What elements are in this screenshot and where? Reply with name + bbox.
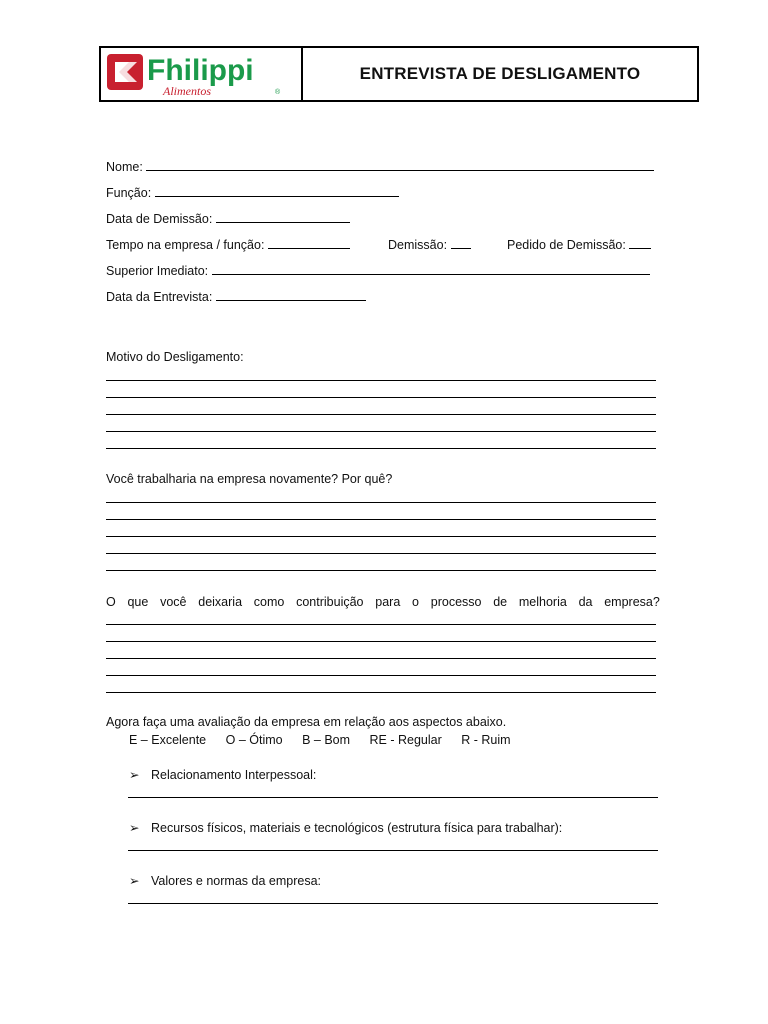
arrow-bullet-icon: ➢ [129,768,140,782]
label-funcao: Função: [106,186,152,200]
eval-item-relacionamento [129,767,316,783]
answer-line[interactable] [106,414,656,415]
word: para [375,595,401,609]
input-data-demissao[interactable] [216,210,350,223]
word: melhoria [518,595,567,609]
field-tempo [106,236,350,253]
input-funcao[interactable] [155,184,399,197]
word: da [578,595,593,609]
label-data-entrevista: Data da Entrevista: [106,290,213,304]
answer-line[interactable] [106,692,656,693]
form-header [99,46,699,102]
form-title: ENTREVISTA DE DESLIGAMENTO [359,64,641,83]
answer-line[interactable] [106,431,656,432]
word: você [160,595,187,609]
eval-item-recursos [129,820,562,836]
brand-sub: Alimentos [163,84,211,98]
field-superior [106,262,650,279]
label-pedido: Pedido de Demissão: [507,238,626,252]
answer-line[interactable] [106,553,656,554]
input-nome[interactable] [146,158,654,171]
answer-line[interactable] [106,675,656,676]
input-superior[interactable] [212,262,650,275]
answer-line[interactable] [106,658,656,659]
question-motivo: Motivo do Desligamento: [106,350,244,364]
word: que [127,595,149,609]
input-demissao[interactable] [451,236,471,249]
legend-regular: RE - Regular [369,733,442,747]
brand-logo [105,50,299,100]
label-data-demissao: Data de Demissão: [106,212,213,226]
legend-bom: B – Bom [302,733,351,747]
answer-line[interactable] [128,797,658,798]
field-demissao [388,236,471,253]
eval-item-label: Valores e normas da empresa: [151,874,321,888]
question-trabalharia: Você trabalharia na empresa novamente? Por quê? [106,472,393,486]
field-pedido [507,236,651,253]
word: contribuição [296,595,364,609]
answer-line[interactable] [106,570,656,571]
eval-item-label: Recursos físicos, materiais e tecnológicos (estrutura física para trabalhar): [151,821,563,835]
legend-ruim: R - Ruim [461,733,511,747]
answer-line[interactable] [106,536,656,537]
eval-item-label: Relacionamento Interpessoal: [151,768,317,782]
label-tempo: Tempo na empresa / função: [106,238,265,252]
answer-line[interactable] [106,502,656,503]
field-nome [106,158,654,175]
answer-line[interactable] [106,397,656,398]
evaluation-legend [129,732,527,748]
label-nome: Nome: [106,160,143,174]
input-pedido[interactable] [629,236,651,249]
answer-line[interactable] [106,519,656,520]
legend-excelente: E – Excelente [129,733,207,747]
brand-name: Fhilippi [147,54,254,87]
answer-line[interactable] [128,903,658,904]
field-data-demissao [106,210,350,227]
field-funcao [106,184,399,201]
word: processo [430,595,482,609]
word: O [106,595,116,609]
word: como [253,595,285,609]
label-demissao: Demissão: [388,238,448,252]
answer-line[interactable] [106,380,656,381]
answer-line[interactable] [106,448,656,449]
arrow-bullet-icon: ➢ [129,821,140,835]
field-data-entrevista [106,288,366,305]
registered-mark: ® [275,89,281,96]
input-tempo[interactable] [268,236,350,249]
logo-cell [101,48,303,100]
word: deixaria [198,595,243,609]
legend-otimo: O – Ótimo [225,733,283,747]
answer-line[interactable] [106,624,656,625]
label-superior: Superior Imediato: [106,264,209,278]
answer-line[interactable] [106,641,656,642]
eval-item-valores [129,873,321,889]
word: o [412,595,419,609]
question-contribuicao [106,594,660,610]
input-data-entrevista[interactable] [216,288,366,301]
answer-line[interactable] [128,850,658,851]
word: de [493,595,508,609]
arrow-bullet-icon: ➢ [129,874,140,888]
word: empresa? [604,595,660,609]
evaluation-intro: Agora faça uma avaliação da empresa em relação aos aspectos abaixo. [106,715,507,729]
